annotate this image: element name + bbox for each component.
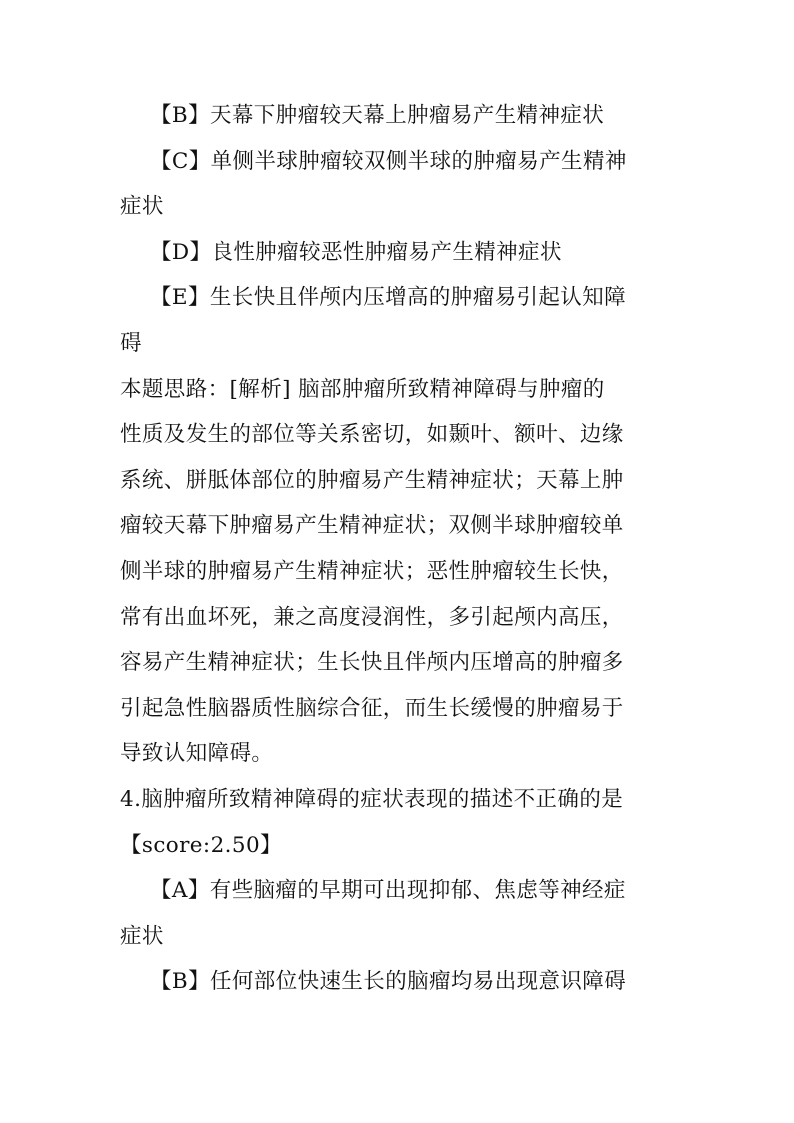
explanation-line: 导致认知障碍。	[120, 741, 274, 767]
q4-option-a-line-continued: 症状	[120, 923, 164, 949]
explanation-line: 本题思路：[解析] 脑部肿瘤所致精神障碍与肿瘤的	[120, 376, 605, 402]
explanation-line: 瘤较天幕下肿瘤易产生精神症状；双侧半球肿瘤较单	[120, 513, 624, 539]
option-e-line-continued: 碍	[120, 330, 142, 356]
explanation-line: 系统、胼胝体部位的肿瘤易产生精神症状；天幕上肿	[120, 467, 624, 493]
option-e-line: 【E】生长快且伴颅内压增高的肿瘤易引起认知障	[150, 285, 626, 311]
explanation-line: 常有出血坏死，兼之高度浸润性，多引起颅内高压，	[120, 604, 624, 630]
document-page	[120, 93, 668, 1005]
q4-option-a-line: 【A】有些脑瘤的早期可出现抑郁、焦虑等神经症	[150, 878, 626, 904]
option-d-line: 【D】良性肿瘤较恶性肿瘤易产生精神症状	[150, 239, 562, 265]
explanation-line: 性质及发生的部位等关系密切，如颞叶、额叶、边缘	[120, 422, 624, 448]
option-c-line-continued: 症状	[120, 194, 164, 220]
option-c-line: 【C】单侧半球肿瘤较双侧半球的肿瘤易产生精神	[150, 148, 627, 174]
question-4-score: 【score:2.50】	[120, 832, 282, 858]
question-4-stem: 4.脑肿瘤所致精神障碍的症状表现的描述不正确的是	[120, 786, 624, 812]
explanation-line: 容易产生精神症状；生长快且伴颅内压增高的肿瘤多	[120, 650, 624, 676]
q4-option-b-line: 【B】任何部位快速生长的脑瘤均易出现意识障碍	[150, 969, 627, 995]
explanation-line: 引起急性脑器质性脑综合征，而生长缓慢的肿瘤易于	[120, 695, 624, 721]
option-b-line: 【B】天幕下肿瘤较天幕上肿瘤易产生精神症状	[150, 103, 605, 128]
explanation-line: 侧半球的肿瘤易产生精神症状；恶性肿瘤较生长快，	[120, 558, 624, 584]
